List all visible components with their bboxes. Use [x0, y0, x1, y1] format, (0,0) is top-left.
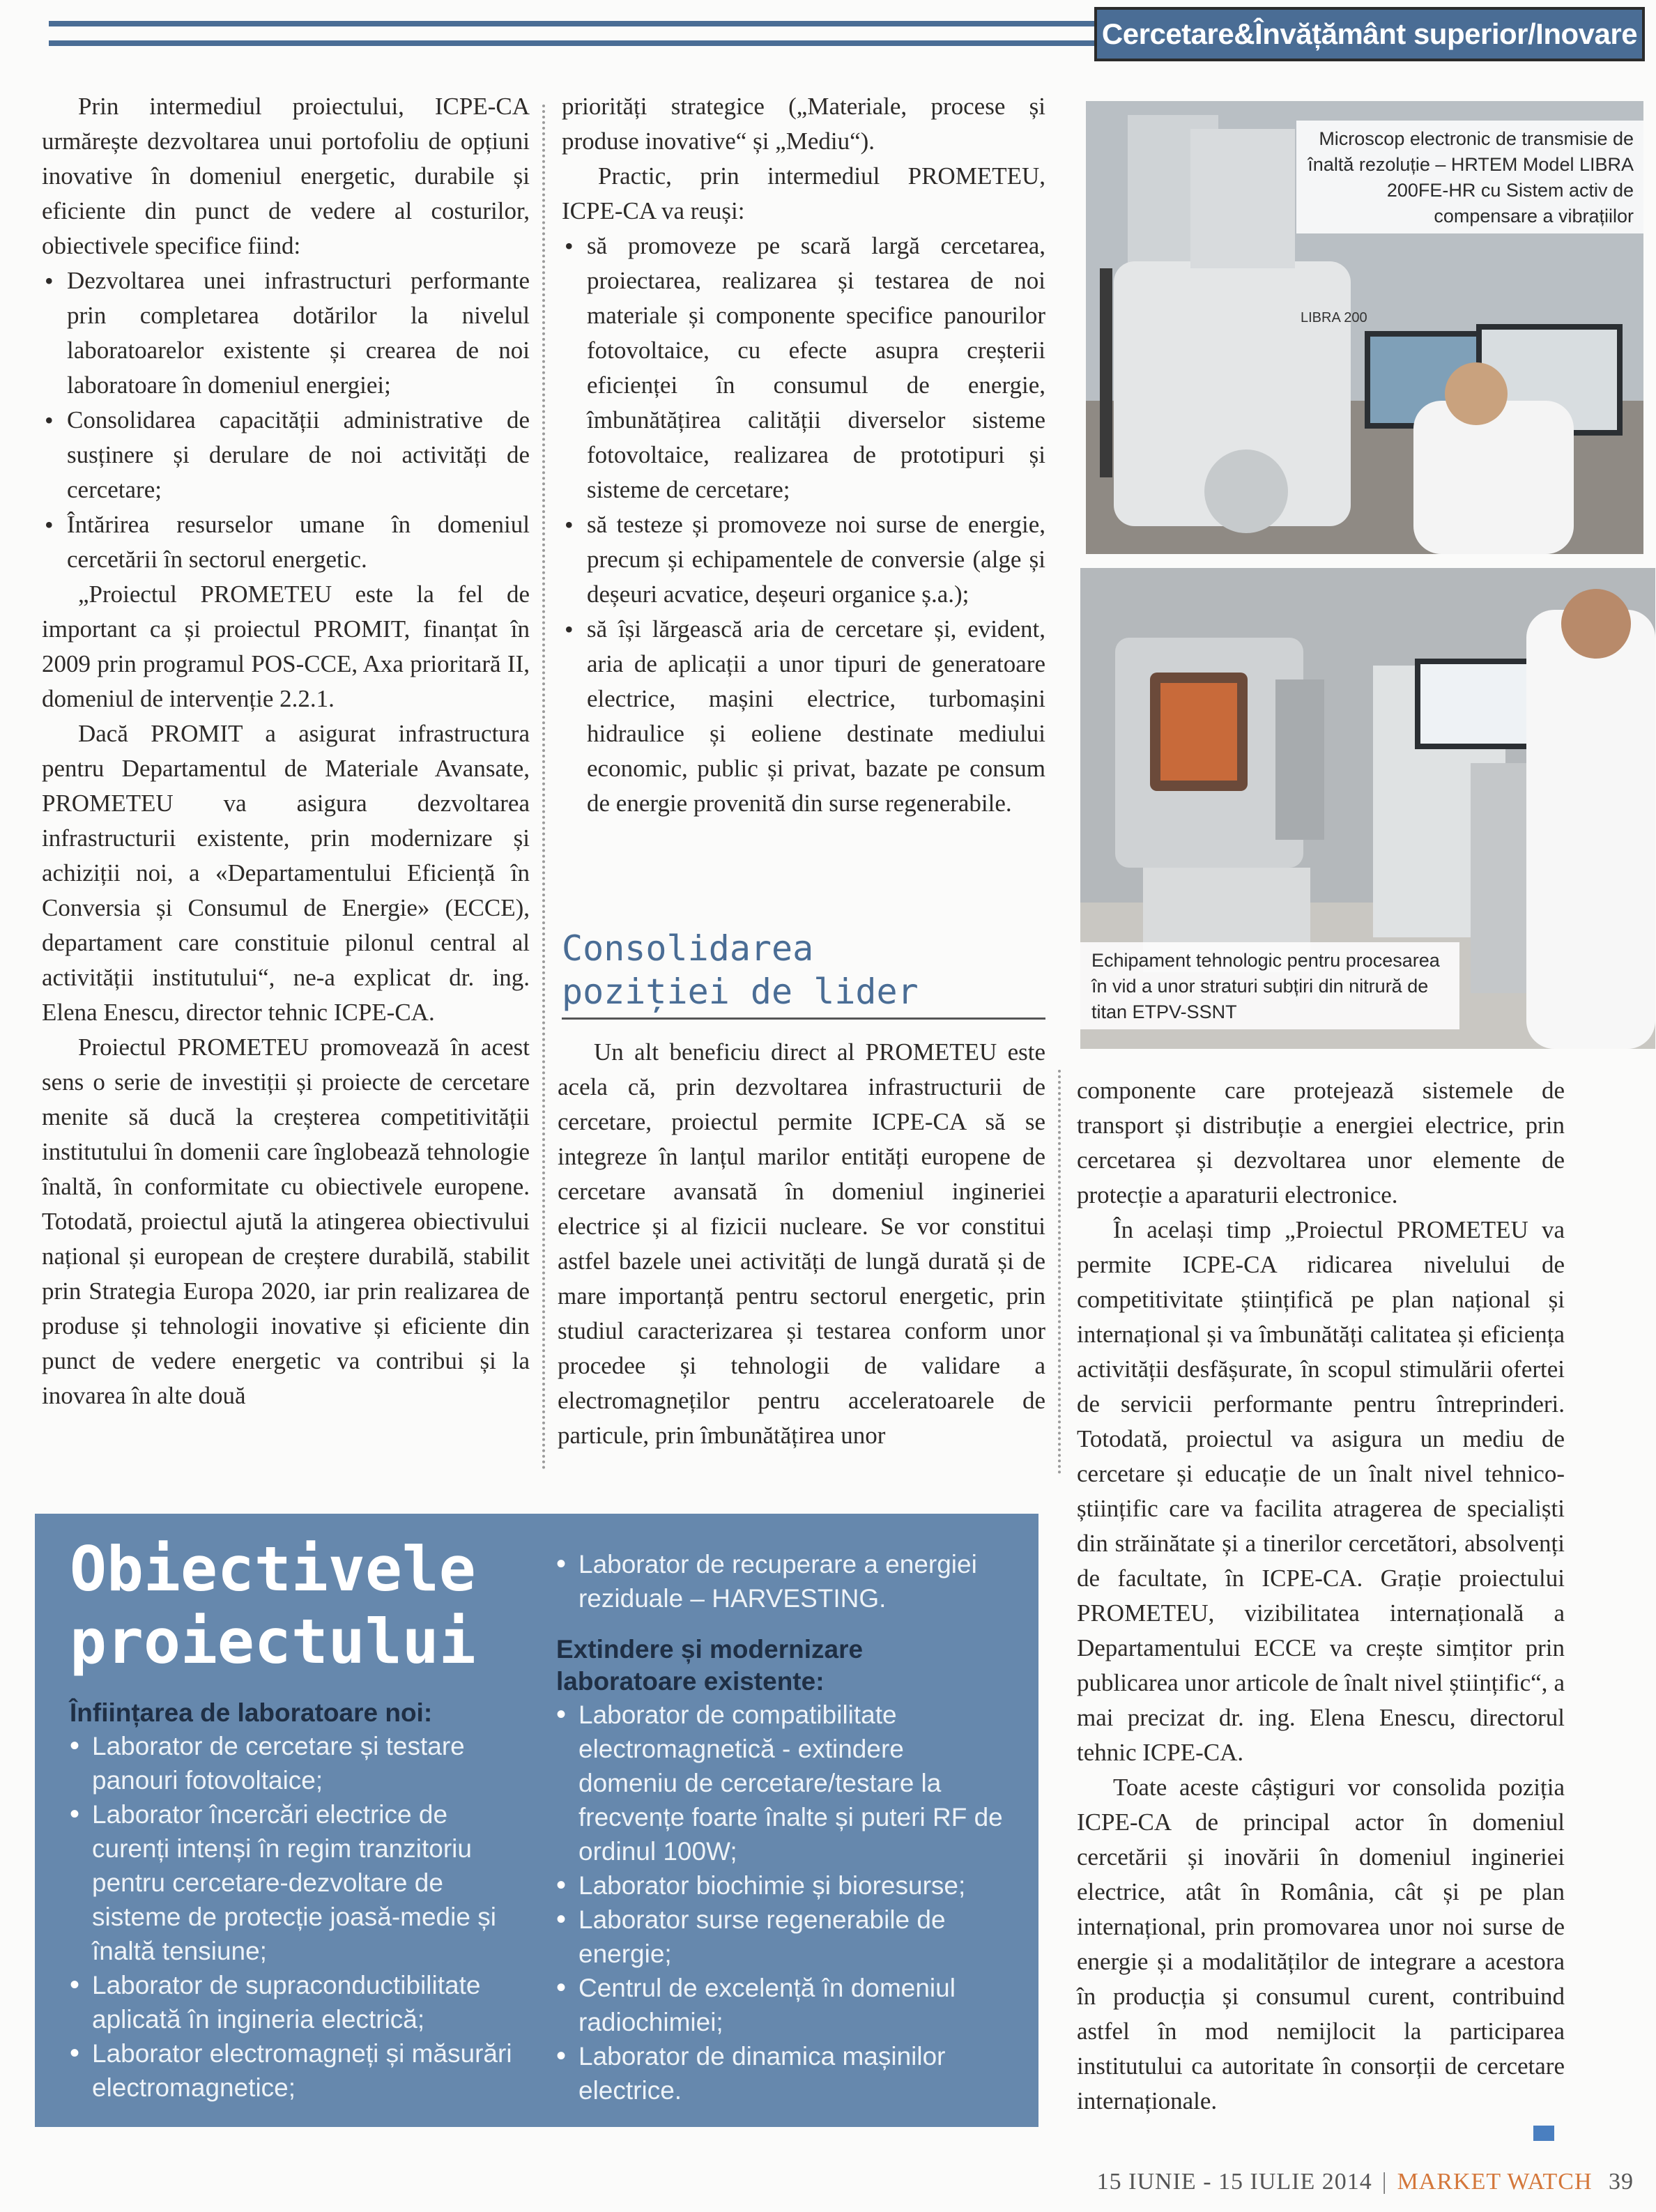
- list-item: • Întărirea resurselor umane în domeniul cercetării în sectorul energetic.: [42, 507, 530, 577]
- new-labs-list-continued: [556, 1547, 1009, 1615]
- page-footer: [1097, 2169, 1634, 2195]
- list-item: • Dezvoltarea unei infrastructuri performante prin completarea dotărilor la nivelul laboratoarelor existente și crearea de noi laboratoare în domeniul energiei;: [42, 263, 530, 403]
- existing-labs-heading: Extindere și modernizare laboratoare existente:: [556, 1635, 864, 1696]
- list-item: • Laborator de supraconductibilitate aplicată în ingineria electrică;: [70, 1968, 523, 2036]
- existing-labs-section: [556, 1547, 1009, 2107]
- list-item: • să își lărgească aria de cercetare și, evident, aria de aplicații a unor tipuri de generatoare electrice, mașini electrice, turbomașini hidraulice și eoliene destinate mediului economic, public și privat, bazate pe consum de energie provenită din surse regenerabile.: [562, 612, 1045, 821]
- col2-paragraph-2: Practic, prin intermediul PROMETEU, ICPE-CA va reuși:: [562, 162, 1045, 224]
- list-item: • Laborator de compatibilitate electromagnetică - extindere domeniu de cercetare/testare la frecvențe foarte înalte și puteri RF de ordinul 100W;: [556, 1698, 1009, 1868]
- new-labs-heading: Înființarea de laboratoare noi:: [70, 1698, 433, 1727]
- list-item: • să promoveze pe scară largă cercetarea, proiectarea, realizarea și testarea de noi materiale și componente specifice panourilor fotovoltaice, cu efecte asupra creșterii eficienței în consumul de energie, îmbunătățirea calității diverselor sisteme fotovoltaice, realizarea de prototipuri și sisteme de cercetare;: [562, 229, 1045, 507]
- list-item: • Laborator surse regenerabile de energie;: [556, 1903, 1009, 1971]
- new-labs-section: [70, 1697, 523, 2105]
- section-heading-line-2: poziției de lider: [562, 971, 919, 1012]
- section-header: Cercetare&Învățământ superior/Inovare: [1094, 7, 1645, 61]
- microscope-caption: Microscop electronic de transmisie de înaltă rezoluție – HRTEM Model LIBRA 200FE-HR cu Sistem activ de compensare a vibrațiilor: [1296, 121, 1643, 233]
- column-2-top: [562, 89, 1045, 821]
- col1-bullet-list: [42, 263, 530, 577]
- list-item: • Laborator de dinamica mașinilor electrice.: [556, 2039, 1009, 2107]
- list-item: • Laborator de cercetare și testare panouri fotovoltaice;: [70, 1729, 523, 1797]
- column-3: [1077, 1073, 1565, 2119]
- header-rule-top: [49, 21, 1094, 26]
- col3-paragraph-1: componente care protejează sistemele de transport și distribuție a energiei electrice, prin cercetarea și dezvoltarea unor elemente de protecție a aparaturii electronice.: [1077, 1077, 1565, 1208]
- header-rule-bottom: [49, 40, 1094, 46]
- list-item: • Laborator de recuperare a energiei reziduale – HARVESTING.: [556, 1547, 1009, 1615]
- vacuum-equipment-caption: Echipament tehnologic pentru procesarea în vid a unor straturi subțiri din nitrură de titan ETPV-SSNT: [1080, 942, 1459, 1029]
- section-heading: [562, 927, 1045, 1013]
- footer-separator: |: [1381, 2169, 1388, 2195]
- column-1: [42, 89, 530, 1413]
- list-item: • Laborator biochimie și bioresurse;: [556, 1868, 1009, 1903]
- end-of-article-mark: [1533, 2126, 1554, 2141]
- col2-paragraph-1: priorități strategice („Materiale, procese și produse inovative“ și „Mediu“).: [562, 93, 1045, 155]
- section-heading-rule: [562, 1017, 1045, 1020]
- page-number: 39: [1609, 2169, 1634, 2195]
- column-divider: [1058, 1070, 1061, 1474]
- existing-labs-list: [556, 1698, 1009, 2107]
- list-item: • Laborator încercări electrice de curenți intenși în regim tranzitoriu pentru cercetare-dezvoltare de sisteme de protecție joasă-medie și înaltă tensiune;: [70, 1797, 523, 1968]
- list-item: • Laborator electromagneți și măsurări electromagnetice;: [70, 2036, 523, 2105]
- list-item: • Centrul de excelență în domeniul radiochimiei;: [556, 1971, 1009, 2039]
- microscope-photo: [1086, 101, 1643, 554]
- col3-paragraph-3: Toate aceste câștiguri vor consolida poziția ICPE-CA de principal actor în domeniul cercetării și inovării în domeniul ingineriei electrice, atât în România, cât și pe plan internațional, prin promovarea unor noi surse de energie și a modalităților de integrare a acestora în producția și consumul curent, contribuind astfel în mod nemijlocit la participarea institutului ca autoritate în consorții de cercetare internaționale.: [1077, 1774, 1565, 2114]
- objectives-title: Obiectivele proiectului: [70, 1533, 476, 1677]
- col2-paragraph-3: Un alt beneficiu direct al PROMETEU este acela că, prin dezvoltarea infrastructurii de cercetare, proiectul permite ICPE-CA să se integreze în lanțul marilor entități europene de cercetare avansată în domeniul ingineriei electrice și al fizicii nucleare. Se vor constitui astfel bazele unei activități de lungă durată și de mare importanță pentru sectorul energetic, prin studiul caracterizarea și testarea conform unor procedee și tehnologii de validare a electromagneților pentru acceleratoarele de particule, prin îmbunătățirea unor: [558, 1038, 1045, 1449]
- section-heading-line-1: Consolidarea: [562, 928, 814, 969]
- microscope-model-label: LIBRA 200: [1301, 310, 1367, 325]
- col1-paragraph-3: Dacă PROMIT a asigurat infrastructura pentru Departamentul de Materiale Avansate, PROMETEU va asigura dezvoltarea infrastructurii existente, prin modernizare și achiziții noi, a «Departamentului Eficiență în Conversia și Consumul de Energie» (ECCE), departament care constituie pilonul central al activității institutului“, ne-a explicat dr. ing. Elena Enescu, director tehnic ICPE-CA.: [42, 720, 530, 1026]
- column-2-bottom: [558, 1035, 1045, 1453]
- col1-paragraph-2: „Proiectul PROMETEU este la fel de important ca și proiectul PROMIT, finanțat în 2009 prin programul POS-CCE, Axa prioritară II, domeniul de intervenție 2.2.1.: [42, 581, 530, 712]
- issue-date: 15 IUNIE - 15 IULIE 2014: [1096, 2169, 1372, 2195]
- col2-bullet-list: [562, 229, 1045, 821]
- new-labs-list: [70, 1729, 523, 2105]
- list-item: • Consolidarea capacității administrative de susținere și derulare de noi activități de cercetare;: [42, 403, 530, 507]
- list-item: • să testeze și promoveze noi surse de energie, precum și echipamentele de conversie (alge și deșeuri acvatice, deșeuri organice ș.a.);: [562, 507, 1045, 612]
- column-divider: [542, 105, 545, 1470]
- col3-paragraph-2: În același timp „Proiectul PROMETEU va permite ICPE-CA ridicarea nivelului de competitivitate științifică pe plan național și internațional și va îmbunătăți calitatea și eficiența activității desfășurate, în scopul stimulării ofertei de servicii performante pentru întreprinderi. Totodată, proiectul va asigura un mediu de cercetare și educație de un înalt nivel tehnico-științific care va facilita atragerea de specialiști din străinătate și a tinerilor cercetători, absolvenți de facultate, în ICPE-CA. Grație proiectului PROMETEU, vizibilitatea internațională a Departamentului ECCE va crește simțitor prin publicarea unor articole de înalt nivel științific“, a mai precizat dr. ing. Elena Enescu, directorul tehnic ICPE-CA.: [1077, 1216, 1565, 1766]
- vacuum-equipment-photo: [1080, 568, 1655, 1049]
- col1-paragraph-1: Prin intermediul proiectului, ICPE-CA urmărește dezvoltarea unui portofoliu de opțiuni inovative în domeniul energetic, durabile și eficiente din punct de vedere al costurilor, obiectivele specifice fiind:: [42, 93, 530, 259]
- magazine-name: MARKET WATCH: [1397, 2169, 1593, 2195]
- col1-paragraph-4: Proiectul PROMETEU promovează în acest sens o serie de investiții și proiecte de cercetare menite să ducă la creșterea competitivității institutului în domenii care înglobează tehnologie înaltă, în conformitate cu obiectivele europene. Totodată, proiectul ajută la atingerea obiectivului național și european de creștere durabilă, stabilit prin Strategia Europa 2020, iar prin realizarea de produse și tehnologii inovative și eficiente din punct de vedere energetic va contribui și la inovarea în alte două: [42, 1034, 530, 1409]
